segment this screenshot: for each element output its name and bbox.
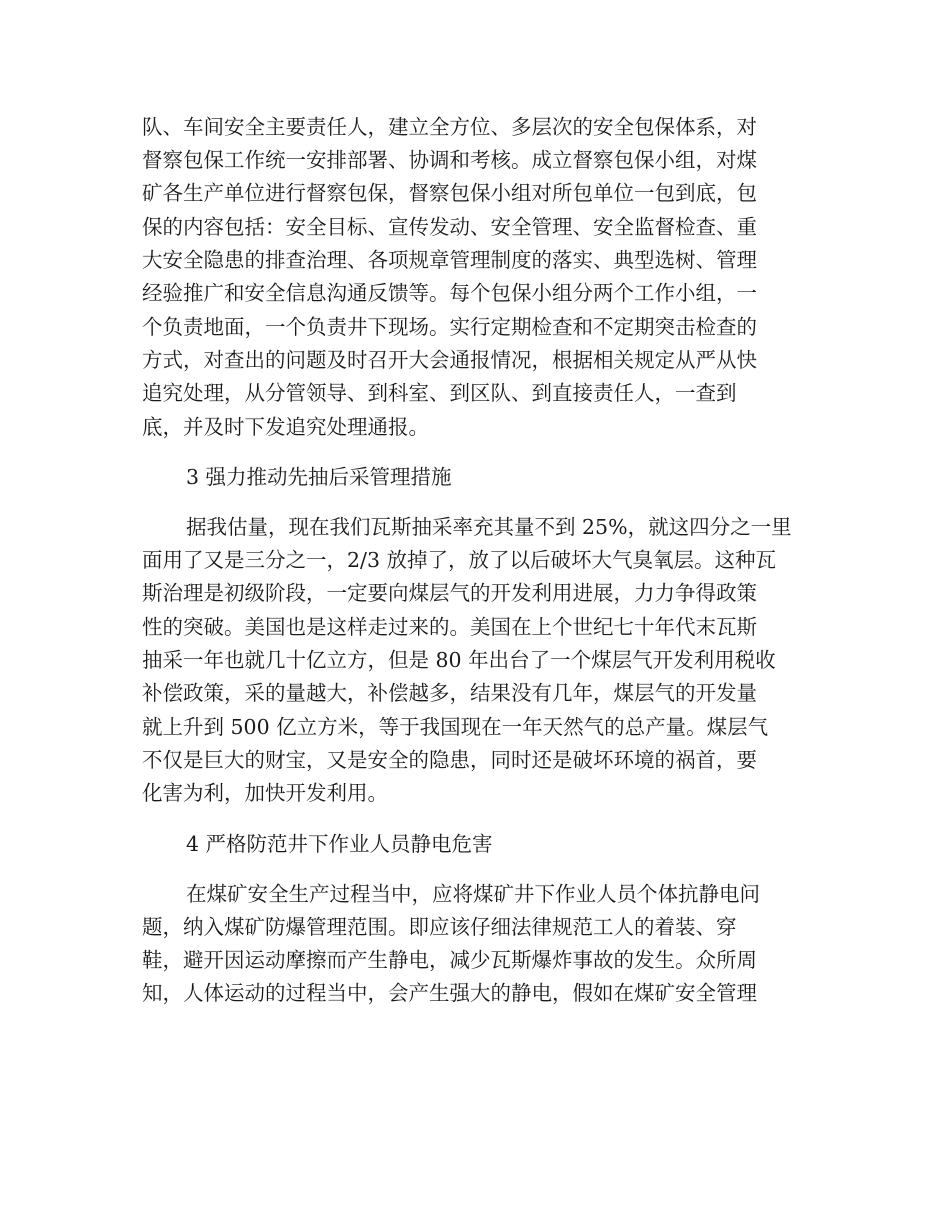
paragraph-line: 不仅是巨大的财宝，又是安全的隐患，同时还是破坏环境的祸首，要 xyxy=(142,748,757,772)
paragraph-line: 抽采一年也就几十亿立方，但是 80 年出台了一个煤层气开发利用税收 xyxy=(142,648,776,672)
paragraph-line: 在煤矿安全生产过程当中，应将煤矿井下作业人员个体抗静电问 xyxy=(186,882,760,906)
paragraph-line: 经验推广和安全信息沟通反馈等。每个包保小组分两个工作小组，一 xyxy=(142,281,757,305)
paragraph-line: 保的内容包括：安全目标、宣传发动、安全管理、安全监督检查、重 xyxy=(142,215,757,239)
section-heading-4: 4 严格防范井下作业人员静电危害 xyxy=(186,832,493,856)
section-heading-3: 3 强力推动先抽后采管理措施 xyxy=(186,465,452,489)
paragraph-line: 化害为利，加快开发利用。 xyxy=(142,781,388,805)
paragraph-line: 性的突破。美国也是这样走过来的。美国在上个世纪七十年代末瓦斯 xyxy=(142,615,757,639)
paragraph-line: 据我估量，现在我们瓦斯抽采率充其量不到 25%，就这四分之一里 xyxy=(186,515,792,539)
paragraph-line: 斯治理是初级阶段，一定要向煤层气的开发利用进展，力力争得政策 xyxy=(142,581,757,605)
paragraph-line: 面用了又是三分之一，2/3 放掉了，放了以后破坏大气臭氧层。这种瓦 xyxy=(142,548,777,572)
paragraph-line: 个负责地面，一个负责井下现场。实行定期检查和不定期突击检查的 xyxy=(142,315,757,339)
paragraph-line: 补偿政策，采的量越大，补偿越多，结果没有几年，煤层气的开发量 xyxy=(142,681,757,705)
paragraph-line: 就上升到 500 亿立方米，等于我国现在一年天然气的总产量。煤层气 xyxy=(142,715,769,739)
paragraph-line: 知，人体运动的过程当中，会产生强大的静电，假如在煤矿安全管理 xyxy=(142,981,757,1005)
paragraph-line: 矿各生产单位进行督察包保，督察包保小组对所包单位一包到底，包 xyxy=(142,181,757,205)
paragraph-line: 方式，对查出的问题及时召开大会通报情况，根据相关规定从严从快 xyxy=(142,348,757,372)
paragraph-line: 追究处理，从分管领导、到科室、到区队、到直接责任人，一查到 xyxy=(142,381,737,405)
paragraph-line: 题，纳入煤矿防爆管理范围。即应该仔细法律规范工人的着装、穿 xyxy=(142,915,737,939)
paragraph-line: 督察包保工作统一安排部署、协调和考核。成立督察包保小组，对煤 xyxy=(142,148,757,172)
paragraph-line: 大安全隐患的排查治理、各项规章管理制度的落实、典型选树、管理 xyxy=(142,248,757,272)
paragraph-line: 队、车间安全主要责任人，建立全方位、多层次的安全包保体系，对 xyxy=(142,115,757,139)
paragraph-line: 鞋，避开因运动摩擦而产生静电，减少瓦斯爆炸事故的发生。众所周 xyxy=(142,948,757,972)
paragraph-line: 底，并及时下发追究处理通报。 xyxy=(142,415,429,439)
